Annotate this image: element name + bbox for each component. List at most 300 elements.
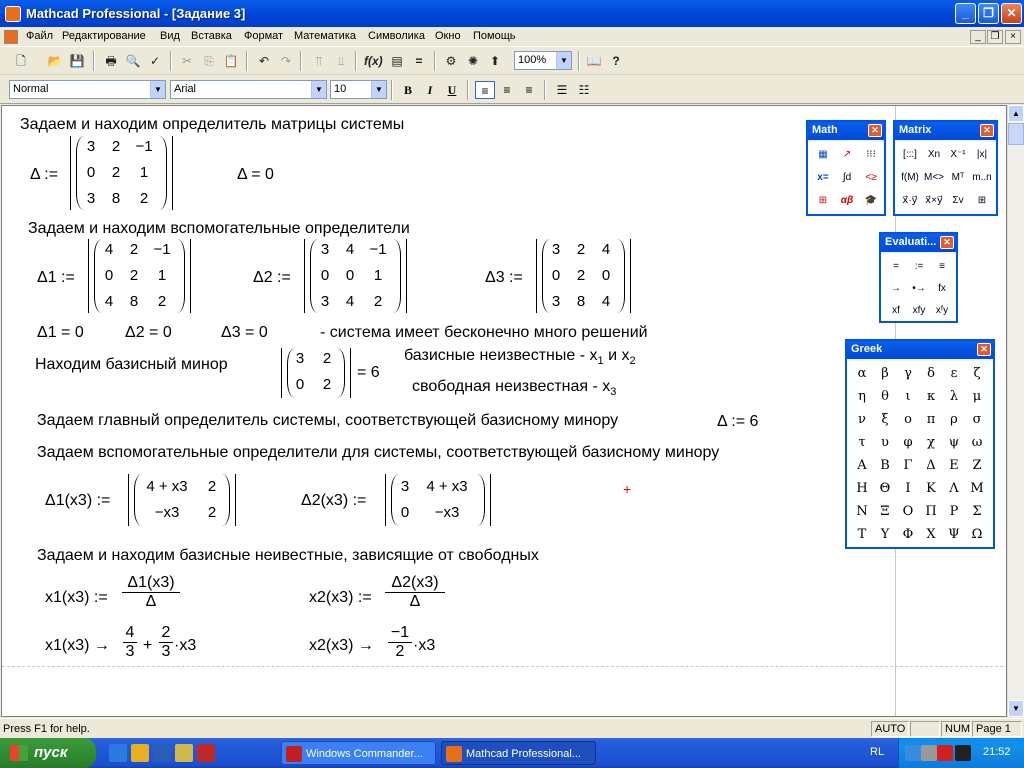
- save-icon[interactable]: 💾: [69, 54, 85, 68]
- underline-button[interactable]: U: [447, 83, 457, 97]
- task-windows-commander[interactable]: [281, 741, 436, 765]
- palette-title-text: Math: [812, 124, 838, 136]
- fraction-numerator: 2: [159, 624, 173, 643]
- keyword-eval-icon[interactable]: •→: [912, 283, 926, 294]
- greek-letter-button[interactable]: Β: [880, 458, 890, 473]
- plus-sign: +: [143, 637, 153, 654]
- vector-sum-icon[interactable]: Σv: [952, 195, 964, 206]
- style-value: Normal: [13, 83, 49, 95]
- delta-definition[interactable]: Δ :=: [30, 166, 59, 183]
- greek-letter-button[interactable]: Λ: [949, 481, 959, 496]
- x2-symbolic-result[interactable]: x2(x3) →: [309, 637, 374, 654]
- greek-letter-button[interactable]: Κ: [926, 481, 936, 496]
- symbolic-icon[interactable]: 🎓: [864, 195, 878, 206]
- subscript-icon[interactable]: Xn: [927, 149, 941, 160]
- ati-icon[interactable]: [937, 745, 953, 761]
- matrix-cell: 0: [345, 267, 355, 284]
- matrix-cell: 1: [157, 267, 167, 284]
- close-button[interactable]: ✕: [1001, 3, 1022, 24]
- matrix-cell: 2: [111, 164, 121, 181]
- status-page: Page 1: [972, 721, 1022, 737]
- matrix-cell: 0: [400, 504, 410, 521]
- toolbar-separator: [578, 51, 580, 71]
- greek-letter-button[interactable]: Η: [856, 481, 868, 496]
- x2-fraction[interactable]: [385, 574, 445, 611]
- matrix-cell: −1: [153, 241, 171, 258]
- network-icon[interactable]: [905, 745, 921, 761]
- open-folder-icon[interactable]: 📂: [47, 54, 63, 68]
- greek-letter-button[interactable]: Α: [857, 458, 867, 473]
- calculate-icon[interactable]: =: [415, 54, 423, 68]
- font-select[interactable]: [170, 80, 327, 99]
- font-size-value: 10: [334, 83, 347, 95]
- align-down-icon[interactable]: ⫫: [337, 54, 345, 68]
- matrix-cell: 2: [322, 376, 332, 393]
- matrix-cell: 2: [111, 138, 121, 155]
- resource-center-icon[interactable]: ⬆: [489, 54, 501, 68]
- chevron-down-icon[interactable]: ▼: [150, 81, 165, 98]
- matrix-a[interactable]: [70, 136, 173, 210]
- x1-fraction[interactable]: [122, 574, 180, 611]
- help-icon[interactable]: ?: [612, 54, 620, 68]
- heading-main-determinant[interactable]: Задаем и находим определитель матрицы системы: [20, 116, 405, 133]
- matrix-cell: 0: [601, 267, 611, 284]
- treefix-operator-icon[interactable]: xᶠy: [935, 305, 949, 316]
- menu-view[interactable]: Вид: [160, 30, 180, 42]
- fraction-denominator: 2: [395, 643, 405, 660]
- vertical-scrollbar[interactable]: [1007, 105, 1024, 717]
- title-bar: [0, 0, 1024, 27]
- matrix-cell: −1: [135, 138, 153, 155]
- internet-explorer-icon[interactable]: [109, 744, 127, 762]
- close-icon[interactable]: ✕: [980, 124, 994, 137]
- matrix-cell: −1: [369, 241, 387, 258]
- cross-product-icon[interactable]: x⃗×y⃗: [925, 195, 943, 206]
- greek-letter-button[interactable]: θ: [881, 389, 889, 404]
- status-help-text: Press F1 for help.: [3, 723, 90, 735]
- matrix-cell: 4: [601, 293, 611, 310]
- new-file-icon[interactable]: 🗋: [16, 54, 26, 68]
- insertion-crosshair[interactable]: +: [623, 481, 632, 497]
- undo-icon[interactable]: ↶: [258, 54, 270, 68]
- greek-letter-button[interactable]: Ι: [905, 481, 911, 496]
- matrix-cell: 8: [111, 190, 121, 207]
- spell-check-icon[interactable]: ✓: [149, 54, 161, 68]
- basis-minor-label[interactable]: Находим базисный минор: [35, 356, 228, 373]
- matrix-cell: 1: [139, 164, 149, 181]
- matrix-cell: 3: [551, 293, 561, 310]
- greek-letter-button[interactable]: ψ: [948, 435, 960, 450]
- doc-restore-button[interactable]: ❐: [987, 30, 1003, 44]
- column-icon[interactable]: M<>: [923, 172, 944, 183]
- matrix-cell: 3: [86, 138, 96, 155]
- global-define-icon[interactable]: ≡: [939, 261, 945, 272]
- menu-edit[interactable]: Редактирование: [62, 30, 146, 42]
- matrix-cell: 4: [345, 293, 355, 310]
- determinant-icon[interactable]: |x|: [976, 149, 988, 160]
- greek-letter-button[interactable]: Π: [925, 504, 937, 519]
- infinite-solutions-note[interactable]: - система имеет бесконечно много решений: [320, 324, 648, 341]
- menu-help[interactable]: Помощь: [473, 30, 516, 42]
- range-variable-icon[interactable]: m..n: [972, 172, 992, 183]
- palette-title-text: Greek: [851, 343, 883, 355]
- status-num: NUM: [941, 721, 971, 737]
- toolbar-separator: [355, 51, 357, 71]
- dot-product-icon[interactable]: x⃗·y⃗: [902, 195, 918, 206]
- x1-tail: ·x3: [174, 637, 197, 654]
- close-icon[interactable]: ✕: [940, 236, 954, 249]
- greek-letter-button[interactable]: ι: [905, 389, 911, 404]
- status-empty: [910, 721, 940, 737]
- greek-letter-button[interactable]: κ: [926, 389, 936, 404]
- fraction-denominator: 3: [125, 643, 135, 660]
- greek-letter-button[interactable]: ν: [858, 412, 866, 427]
- greek-letter-button[interactable]: Ω: [971, 527, 983, 542]
- delta2-definition[interactable]: Δ2 :=: [253, 269, 291, 286]
- greek-letter-button[interactable]: ξ: [881, 412, 889, 427]
- delta-result[interactable]: Δ = 0: [237, 166, 274, 183]
- subscript: 2: [629, 355, 636, 368]
- calculus-icon[interactable]: ∫d: [842, 172, 852, 183]
- fraction-denominator: Δ: [145, 593, 157, 610]
- palette-title-text: Matrix: [899, 124, 932, 136]
- redo-icon[interactable]: ↷: [280, 54, 292, 68]
- x1-coef2-fraction: [159, 624, 173, 661]
- delta3-definition[interactable]: Δ3 :=: [485, 269, 523, 286]
- matrix-cell: 3: [320, 241, 330, 258]
- greek-letter-button[interactable]: Γ: [903, 458, 913, 473]
- quicklaunch-icon[interactable]: [131, 744, 149, 762]
- task-label: Windows Commander...: [306, 748, 423, 760]
- doc-minimize-button[interactable]: _: [970, 30, 986, 44]
- matrix-cell: 3: [400, 478, 410, 495]
- menu-insert[interactable]: Вставка: [191, 30, 232, 42]
- clock: 21:52: [983, 746, 1011, 758]
- matrix-delta2[interactable]: [304, 239, 407, 313]
- menu-file[interactable]: Файл: [26, 30, 54, 42]
- evaluation-toolbar-icon[interactable]: x=: [817, 172, 829, 183]
- align-center-icon[interactable]: ≡: [503, 83, 511, 97]
- cut-icon[interactable]: ✂: [181, 54, 193, 68]
- minimize-button[interactable]: _: [955, 3, 976, 24]
- delta-6-definition[interactable]: Δ := 6: [717, 413, 759, 430]
- greek-letter-button[interactable]: Ρ: [949, 504, 959, 519]
- greek-letter-button[interactable]: Θ: [879, 481, 891, 496]
- matrix-cell: 0: [320, 267, 330, 284]
- font-size-select[interactable]: [330, 80, 387, 99]
- numbering-icon[interactable]: ☷: [578, 83, 590, 97]
- standard-toolbar: [0, 47, 1024, 75]
- and-x-label: и x: [608, 347, 630, 364]
- start-button[interactable]: [0, 738, 96, 768]
- subscript: 3: [610, 386, 617, 399]
- symbolic-eval-icon[interactable]: →: [891, 283, 901, 294]
- greek-palette[interactable]: [845, 339, 995, 549]
- menu-bar: [0, 27, 1024, 47]
- fraction-numerator: −1: [388, 624, 412, 643]
- window-title: Mathcad Professional - [Задание 3]: [26, 6, 246, 21]
- greek-letter-button[interactable]: Δ: [926, 458, 936, 473]
- fraction-numerator: 4: [123, 624, 137, 643]
- greek-letter-button[interactable]: σ: [972, 412, 982, 427]
- maximize-button[interactable]: ❐: [978, 3, 999, 24]
- x1-symbolic-result[interactable]: x1(x3) →: [45, 637, 110, 654]
- matrix-delta2-x3[interactable]: [385, 474, 491, 526]
- fraction-denominator: 3: [161, 643, 171, 660]
- toolbar-separator: [246, 51, 248, 71]
- delta1-definition[interactable]: Δ1 :=: [37, 269, 75, 286]
- greek-letter-button[interactable]: δ: [927, 366, 935, 381]
- matrix-toolbar-icon[interactable]: ⁝⁝⁝: [866, 149, 876, 160]
- windows-logo-icon: [10, 745, 28, 761]
- matrix-cell: 2: [129, 241, 139, 258]
- greek-letter-button[interactable]: Σ: [972, 504, 982, 519]
- insert-function-icon[interactable]: f(x): [364, 54, 383, 68]
- evaluation-palette[interactable]: [879, 232, 958, 323]
- greek-letter-button[interactable]: χ: [927, 435, 935, 450]
- copy-icon[interactable]: ⎘: [204, 54, 214, 68]
- start-label: пуск: [34, 744, 68, 761]
- close-icon[interactable]: ✕: [977, 343, 991, 356]
- greek-letter-button[interactable]: η: [858, 389, 866, 404]
- toolbar-separator: [544, 80, 546, 100]
- greek-letter-button[interactable]: ο: [904, 412, 912, 427]
- greek-letter-button[interactable]: ε: [950, 366, 958, 381]
- basis-minor-result[interactable]: = 6: [357, 364, 380, 381]
- transpose-icon[interactable]: Mᵀ: [951, 172, 965, 183]
- matrix-cell: 3: [295, 350, 305, 367]
- greek-letter-button[interactable]: β: [881, 366, 889, 381]
- evaluation-palette-title[interactable]: [881, 234, 956, 252]
- matrix-cell: 2: [576, 241, 586, 258]
- matrix-cell: 2: [207, 504, 217, 521]
- matrix-cell: 2: [139, 190, 149, 207]
- task-mathcad[interactable]: [441, 741, 596, 765]
- greek-letter-button[interactable]: Ζ: [972, 458, 982, 473]
- heading-basic-unknowns[interactable]: Задаем и находим базисные неивестные, зависящие от свободных: [37, 547, 539, 564]
- tray-app-icon[interactable]: [955, 745, 971, 761]
- greek-letter-button[interactable]: π: [926, 412, 936, 427]
- task-label: Mathcad Professional...: [466, 748, 581, 760]
- delta3-result[interactable]: Δ3 = 0: [221, 324, 268, 341]
- evaluate-icon[interactable]: =: [893, 261, 899, 272]
- matrix-cell: 0: [86, 164, 96, 181]
- font-value: Arial: [174, 83, 197, 95]
- delta1-result[interactable]: Δ1 = 0: [37, 324, 84, 341]
- x1-definition[interactable]: x1(x3) :=: [45, 589, 108, 606]
- align-right-icon[interactable]: ≡: [525, 83, 533, 97]
- toolbar-separator: [300, 51, 302, 71]
- toolbar-separator: [170, 51, 172, 71]
- x1-coef-fraction: [123, 624, 137, 661]
- zoom-select[interactable]: [514, 51, 572, 70]
- greek-letter-button[interactable]: Ψ: [948, 527, 960, 542]
- define-icon[interactable]: :=: [914, 261, 924, 272]
- greek-letter-button[interactable]: υ: [881, 435, 889, 450]
- insert-component-icon[interactable]: ✺: [467, 54, 479, 68]
- calculator-icon[interactable]: ▦: [818, 149, 828, 160]
- italic-button[interactable]: I: [427, 83, 433, 97]
- matrix-cell: 0: [104, 267, 114, 284]
- doc-close-button[interactable]: ×: [1005, 30, 1021, 44]
- language-indicator[interactable]: RL: [870, 746, 885, 758]
- math-palette[interactable]: [806, 120, 886, 216]
- matrix-cell: 2: [576, 267, 586, 284]
- greek-letter-button[interactable]: Υ: [880, 527, 890, 542]
- status-auto: AUTO: [871, 721, 909, 737]
- toolbar-separator: [467, 80, 469, 100]
- greek-letter-button[interactable]: ω: [971, 435, 983, 450]
- postfix-operator-icon[interactable]: xf: [892, 305, 900, 316]
- delta2-x3-definition[interactable]: Δ2(x3) :=: [301, 492, 367, 509]
- volume-icon[interactable]: [921, 745, 937, 761]
- bullets-icon[interactable]: ☰: [556, 83, 568, 97]
- matrix-palette[interactable]: [893, 120, 998, 216]
- picture-icon[interactable]: ⊞: [977, 195, 987, 206]
- greek-letter-button[interactable]: Φ: [902, 527, 914, 542]
- toolbar-separator: [391, 80, 393, 100]
- scroll-up-icon[interactable]: ▲: [1008, 105, 1024, 122]
- delta1-x3-definition[interactable]: Δ1(x3) :=: [45, 492, 111, 509]
- align-across-icon[interactable]: ⫪: [315, 54, 323, 68]
- matrix-delta3[interactable]: [536, 239, 631, 313]
- matrix-cell: 2: [322, 350, 332, 367]
- matrix-cell: 4: [345, 241, 355, 258]
- taskbar: [0, 738, 1024, 768]
- matrix-cell: 2: [373, 293, 383, 310]
- matrix-cell: 1: [373, 267, 383, 284]
- matrix-cell: 0: [295, 376, 305, 393]
- formatting-toolbar: [0, 76, 1024, 104]
- zoom-value: 100%: [518, 54, 547, 66]
- style-select[interactable]: [9, 80, 166, 99]
- greek-letter-button[interactable]: Χ: [926, 527, 936, 542]
- heading-aux-determinants[interactable]: Задаем и находим вспомогательные определители: [28, 220, 410, 237]
- status-bar: [0, 718, 1024, 738]
- subscript: 1: [597, 355, 604, 368]
- basic-vars-label: базисные неизвестные - x: [404, 347, 598, 364]
- menu-math[interactable]: Математика: [294, 30, 356, 42]
- resource-center-book-icon[interactable]: 📖: [586, 54, 602, 68]
- greek-letter-button[interactable]: τ: [858, 435, 866, 450]
- matrix-cell: 2: [207, 478, 217, 495]
- greek-letter-button[interactable]: Μ: [970, 481, 984, 496]
- x2-tail: ·x3: [413, 637, 436, 654]
- matrix-cell: 2: [129, 267, 139, 284]
- mathcad-app-icon[interactable]: [5, 6, 21, 22]
- matrix-delta1[interactable]: [88, 239, 191, 313]
- basis-minor-matrix[interactable]: [281, 348, 351, 398]
- insert-unit-icon[interactable]: ▤: [391, 54, 403, 68]
- chevron-down-icon[interactable]: ▼: [556, 52, 571, 69]
- heading-main-determinant-basis[interactable]: Задаем главный определитель системы, соответствующей базисному минору: [37, 412, 619, 429]
- free-variable-text[interactable]: [412, 378, 616, 398]
- prefix-operator-icon[interactable]: fx: [938, 283, 946, 294]
- greek-letter-button[interactable]: Ν: [856, 504, 868, 519]
- vectorize-icon[interactable]: f(M): [901, 172, 919, 183]
- free-var-label: свободная неизвестная - x: [412, 378, 611, 395]
- matrix-cell: 8: [129, 293, 139, 310]
- document-icon[interactable]: [4, 30, 18, 44]
- programming-icon[interactable]: ⊞: [818, 195, 828, 206]
- scroll-thumb[interactable]: [1008, 123, 1024, 145]
- matrix-cell: 4 + x3: [426, 478, 468, 495]
- matrix-cell: 0: [551, 267, 561, 284]
- matrix-cell: −x3: [154, 504, 180, 521]
- windows-commander-icon: [286, 746, 302, 762]
- close-icon[interactable]: ✕: [868, 124, 882, 137]
- palette-title-text: Evaluati...: [885, 236, 937, 248]
- graph-icon[interactable]: ↗: [842, 149, 852, 160]
- inverse-icon[interactable]: X⁻¹: [950, 149, 966, 160]
- matrix-cell: 3: [320, 293, 330, 310]
- matrix-cell: 4: [104, 241, 114, 258]
- paste-icon[interactable]: 📋: [223, 54, 239, 68]
- matrix-cell: 4 + x3: [146, 478, 188, 495]
- print-preview-icon[interactable]: 🔍: [125, 54, 141, 68]
- x2-coef-fraction: [388, 624, 412, 661]
- greek-letter-button[interactable]: γ: [904, 366, 912, 381]
- greek-letter-grid: [847, 361, 993, 547]
- toolbar-separator: [434, 51, 436, 71]
- quicklaunch-icon[interactable]: [197, 744, 215, 762]
- math-palette-title[interactable]: [808, 122, 884, 140]
- greek-letter-button[interactable]: μ: [972, 389, 982, 404]
- boolean-icon[interactable]: <≥: [865, 172, 877, 183]
- matrix-delta1-x3[interactable]: [128, 474, 236, 526]
- greek-letter-button[interactable]: Ξ: [880, 504, 890, 519]
- quicklaunch-icon[interactable]: [175, 744, 193, 762]
- mathcad-icon: [446, 746, 462, 762]
- print-icon[interactable]: 🖶: [105, 54, 117, 68]
- page-break-line: [2, 666, 1007, 667]
- greek-letter-button[interactable]: ρ: [950, 412, 958, 427]
- fraction-numerator: Δ1(x3): [122, 574, 180, 593]
- heading-aux-determinants-basis[interactable]: Задаем вспомогательные определители для системы, соответствующей базисному минору: [37, 444, 720, 461]
- align-left-icon[interactable]: ≡: [475, 81, 495, 99]
- x2-definition[interactable]: x2(x3) :=: [309, 589, 372, 606]
- menu-format[interactable]: Формат: [244, 30, 284, 42]
- greek-letter-button[interactable]: Τ: [857, 527, 867, 542]
- system-tray: [898, 738, 1024, 768]
- matrix-cell: 3: [86, 190, 96, 207]
- basic-variables-text[interactable]: [404, 347, 636, 367]
- chevron-down-icon[interactable]: ▼: [311, 81, 326, 98]
- fraction-numerator: Δ2(x3): [385, 574, 445, 593]
- matrix-insert-icon[interactable]: [:::]: [903, 149, 917, 160]
- infix-operator-icon[interactable]: xfy: [912, 305, 926, 316]
- delta2-result[interactable]: Δ2 = 0: [125, 324, 172, 341]
- menu-symbolics[interactable]: Символика: [368, 30, 425, 42]
- greek-letter-button[interactable]: Ε: [949, 458, 959, 473]
- greek-toolbar-icon[interactable]: αβ: [840, 195, 854, 206]
- matrix-cell: 3: [551, 241, 561, 258]
- component-icon[interactable]: ⚙: [445, 54, 457, 68]
- word-icon[interactable]: [153, 744, 171, 762]
- bold-button[interactable]: B: [403, 83, 412, 97]
- matrix-cell: 8: [576, 293, 586, 310]
- matrix-palette-title[interactable]: [895, 122, 996, 140]
- greek-letter-button[interactable]: α: [857, 366, 867, 381]
- greek-letter-button[interactable]: λ: [949, 389, 959, 404]
- greek-letter-button[interactable]: φ: [903, 435, 913, 450]
- menu-window[interactable]: Окно: [435, 30, 461, 42]
- greek-letter-button[interactable]: ζ: [973, 366, 981, 381]
- scroll-down-icon[interactable]: ▼: [1008, 700, 1024, 717]
- chevron-down-icon[interactable]: ▼: [371, 81, 386, 98]
- greek-letter-button[interactable]: Ο: [902, 504, 914, 519]
- greek-palette-title[interactable]: [847, 341, 993, 359]
